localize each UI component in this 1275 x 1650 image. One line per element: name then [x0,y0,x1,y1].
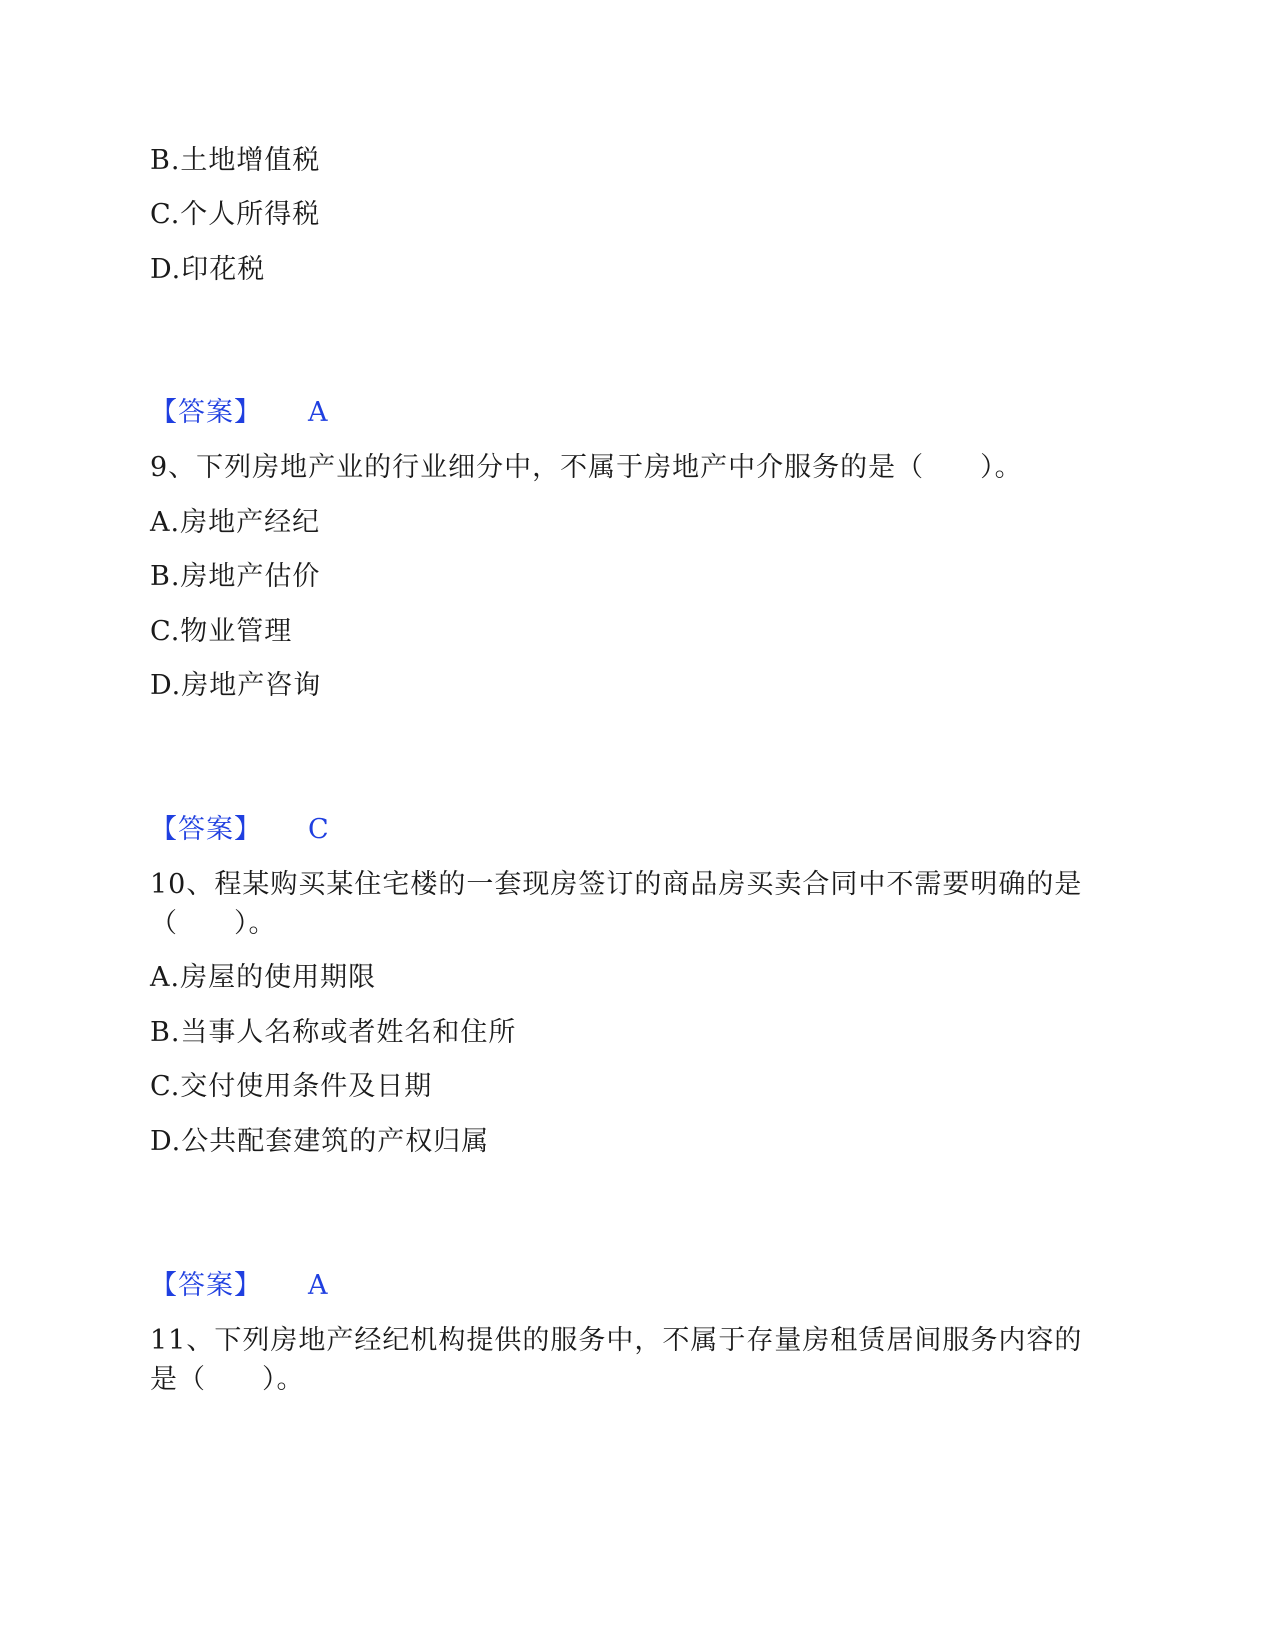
answer-value: A [308,1270,329,1301]
answer-label: 【答案】 [150,397,262,428]
q9-option-b: B.房地产估价 [150,561,321,592]
q10-option-c: C.交付使用条件及日期 [150,1071,433,1102]
q10-option-d: D.公共配套建筑的产权归属 [150,1126,490,1157]
answer-value: C [308,814,330,845]
answer-value: A [308,397,329,428]
q8-option-b: B.土地增值税 [150,145,321,176]
q10-question-line1: 10、程某购买某住宅楼的一套现房签订的商品房买卖合同中不需要明确的是 [150,869,1083,900]
q11-question-line2: 是（ ）。 [150,1364,305,1395]
answer-label: 【答案】 [150,1270,262,1301]
q10-answer [150,1269,329,1303]
q10-question-line2: （ ）。 [150,908,277,939]
q10-option-b: B.当事人名称或者姓名和住所 [150,1017,517,1048]
q8-option-c: C.个人所得税 [150,199,321,230]
q8-answer [150,396,329,430]
q9-option-a: A.房地产经纪 [150,507,321,538]
q9-option-c: C.物业管理 [150,616,293,647]
q9-answer [150,813,330,847]
q9-question: 9、下列房地产业的行业细分中，不属于房地产中介服务的是（ ）。 [150,452,1023,483]
q9-option-d: D.房地产咨询 [150,670,322,701]
answer-label: 【答案】 [150,814,262,845]
q11-question-line1: 11、下列房地产经纪机构提供的服务中，不属于存量房租赁居间服务内容的 [150,1325,1083,1356]
q10-option-a: A.房屋的使用期限 [150,962,377,993]
q8-option-d: D.印花税 [150,254,266,285]
